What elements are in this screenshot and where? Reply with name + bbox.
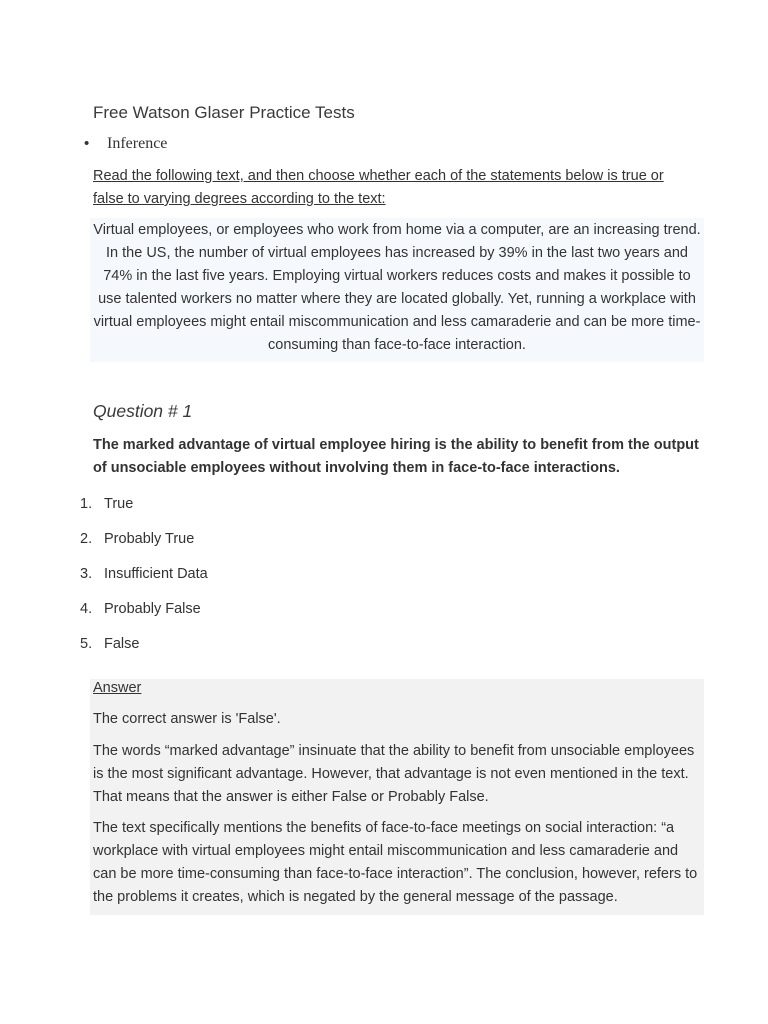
option-label: Probably True [104, 531, 195, 547]
answer-title: Answer [93, 680, 142, 696]
option-number: 4. [80, 601, 93, 617]
passage-text: Virtual employees, or employees who work from home via a computer, are an increasing trend. In the US, the number of virtual employees has increased by 39% in the last two years and 74% in the last five years. Employing virtual workers reduces costs and makes it possible to use talented workers no matter where they are located globally. Yet, running a workplace with virtual employees might entail miscommunication and less camaraderie and can be more time-consuming than face-to-face interaction. [93, 222, 701, 353]
question-statement: The marked advantage of virtual employee hiring is the ability to benefit from the output of unsociable employees without involving them in face-to-face interactions. [93, 437, 699, 476]
answer-paragraph: The words “marked advantage” insinuate that the ability to benefit from unsociable employees is the most significant advantage. However, that advantage is not even mentioned in the text. That means that the answer is either False or Probably False. [93, 743, 695, 805]
answer-options-list [80, 493, 208, 668]
option-number: 1. [80, 496, 93, 512]
section-bullet-item [84, 134, 167, 154]
option-probably-true[interactable] [80, 528, 208, 563]
option-false[interactable] [80, 633, 208, 668]
option-label: Probably False [104, 601, 201, 617]
page-title: Free Watson Glaser Practice Tests [93, 103, 355, 122]
option-true[interactable] [80, 493, 208, 528]
option-number: 2. [80, 531, 93, 547]
option-label: False [104, 636, 140, 652]
option-label: True [104, 496, 134, 512]
instruction-text: Read the following text, and then choose whether each of the statements below is true or false to varying degrees according to the text: [93, 168, 664, 207]
option-number: 5. [80, 636, 93, 652]
option-number: 3. [80, 566, 93, 582]
option-insufficient-data[interactable] [80, 563, 208, 598]
section-label: Inference [107, 135, 168, 152]
answer-paragraph: The correct answer is 'False'. [93, 711, 281, 727]
option-probably-false[interactable] [80, 598, 208, 633]
bullet-icon: • [84, 135, 90, 152]
question-heading: Question # 1 [93, 401, 193, 421]
answer-paragraph: The text specifically mentions the benefits of face-to-face meetings on social interaction: “a workplace with virtual employees might entail miscommunication and less camaraderie and can be more time-consuming than face-to-face interaction”. The conclusion, however, refers to the problems it creates, which is negated by the general message of the passage. [93, 820, 698, 905]
option-label: Insufficient Data [104, 566, 208, 582]
